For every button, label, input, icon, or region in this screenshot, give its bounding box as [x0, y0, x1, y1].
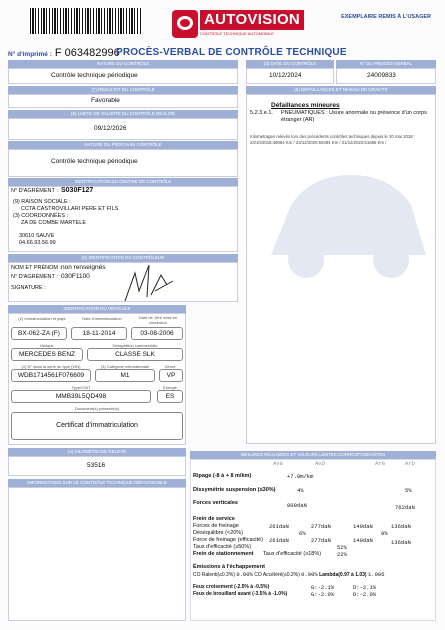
first-reg-label: Date d'immatriculation — [82, 316, 122, 321]
imbalance-label: Déséquilibre (<20%) — [193, 530, 243, 536]
odometer-value: 53516 — [87, 462, 106, 469]
measures-label: MESURES RÉALISÉES ET VALEURS LIMITES CORRESPONDANTES — [190, 451, 436, 459]
phone: 04.66.93.56.99 — [19, 240, 56, 246]
effective-label: Force de freinage (efficacité) — [193, 537, 263, 543]
dissym-label: Dissymétrie suspension (≤30%) — [193, 487, 276, 493]
fog-d: D:-2.0% — [353, 591, 377, 598]
model-field: CLASSE SLK — [87, 348, 183, 361]
print-number: F 063482996 — [54, 47, 120, 59]
energy-field: ES — [157, 390, 183, 403]
low-beam-label: Feux croisement (-2.5% à -0.5%) — [193, 584, 270, 590]
vin-label: (1) N° dans la série du type (VIN) — [21, 364, 81, 369]
circ-field: 03-08-2006 — [131, 327, 183, 340]
print-number-row — [8, 47, 120, 59]
park-label: Frein de stationnement — [193, 551, 254, 557]
pv-label: N° DU PROCÈS-VERBAL — [336, 60, 436, 68]
emission-label: Émissions à l'échappement — [193, 564, 265, 570]
validity-value: 09/12/2026 — [94, 125, 127, 132]
city: 30610 SAUVE — [19, 233, 55, 239]
unfavourable-info-label: INFORMATIONS SUR LE CONTRÔLE TECHNIQUE DÉFAVORABLE — [8, 479, 186, 487]
print-number-label: N° d'imprimé : — [8, 51, 52, 58]
defects-box — [246, 94, 436, 444]
effective-avg: 261daN — [269, 537, 289, 544]
inspector-name: non renseignés — [61, 264, 106, 271]
defect-code: 5.2.3.e.1. — [250, 110, 273, 116]
signature-scribble — [121, 261, 177, 303]
validity-label: (8) LIMITE DE VALIDITÉ DU CONTRÔLE RÉALISÉ — [8, 110, 238, 118]
vehicle-box — [8, 313, 186, 445]
nature-box — [8, 68, 238, 84]
validity-box — [8, 118, 238, 140]
eff-rate-label: Taux d'efficacité (≥50%) — [193, 544, 252, 550]
reg-field: BX-062-ZA (F) — [11, 327, 67, 340]
measures-box — [190, 459, 436, 621]
inspector-agreement: 030F1100 — [61, 273, 90, 280]
signature-label: SIGNATURE : — [11, 285, 46, 291]
logo-mark-icon — [172, 10, 198, 38]
circ-label: Date de 1ère mise en circulation — [138, 315, 178, 325]
col-avd: AvD — [315, 460, 325, 467]
braking-avd: 277daN — [311, 523, 331, 530]
km-history-2: 23/10/2018:48094 Km / 23/12/2020:50484 Km / 21/12/2022:51666 Km / — [250, 140, 387, 145]
result-label: (7) RÉSULTAT DU CONTRÔLE — [8, 86, 238, 94]
company-label: (9) RAISON SOCIALE : — [13, 199, 71, 205]
first-reg-field: 18-11-2014 — [71, 327, 127, 340]
frein-label: Frein de service — [193, 516, 235, 522]
unfavourable-info-box — [8, 487, 186, 621]
nature-label: NATURE DU CONTRÔLE — [8, 60, 238, 68]
braking-arg: 149daN — [353, 523, 373, 530]
company-name: CCTA CASTROVILLARI PERE ET FILS — [21, 206, 119, 212]
fog-label: Feux de brouillard avant (-3.5% à -1.0%) — [193, 591, 288, 597]
pv-box — [336, 68, 436, 84]
ripage-value: +7.0m/km — [287, 473, 314, 480]
imbalance-av: 6% — [299, 530, 306, 537]
braking-label: Forces de freinage — [193, 523, 239, 529]
brand-subtitle: CONTRÔLE TECHNIQUE AUTOMOBILE — [200, 31, 274, 36]
cat-label: (3) Catégorie internationale — [100, 364, 150, 369]
ripage-label: Ripage (-8 à + 8 m/km) — [193, 473, 252, 479]
inspector-name-label: NOM ET PRÉNOM : — [11, 265, 62, 271]
genre-label: Genre — [164, 364, 176, 369]
date-value: 10/12/2024 — [269, 72, 302, 79]
dissym-av: 4% — [297, 487, 304, 494]
car-watermark-icon — [251, 145, 441, 295]
autovision-logo — [172, 10, 301, 38]
next-control-value: Contrôle technique périodique — [51, 158, 138, 165]
nature-value: Contrôle technique périodique — [51, 72, 138, 79]
reg-label: (2) Immatriculation et pays — [18, 316, 66, 321]
inspector-label: (5) IDENTIFICATION DU CONTRÔLEUR — [8, 254, 238, 262]
effective-avd: 277daN — [311, 537, 331, 544]
braking-avg: 261daN — [269, 523, 289, 530]
odometer-box — [8, 456, 186, 476]
effective-arg: 149daN — [353, 537, 373, 544]
forces-label: Forces verticales — [193, 500, 238, 506]
inspector-box — [8, 262, 238, 302]
col-ard: ArD — [405, 460, 415, 467]
eff-rate: 52% — [337, 544, 347, 551]
inspector-agreement-label: N° D'AGRÉMENT : — [11, 274, 58, 280]
doc-label: Document(s) présenté(s) — [74, 406, 120, 411]
energy-label: Énergie — [163, 385, 177, 390]
forces-av: 809daN — [287, 502, 307, 509]
model-label: Désignation commerciale — [112, 343, 158, 348]
type-field: MMB39L5QD498 — [11, 390, 151, 403]
address-label: (3) COORDONNÉES : — [13, 213, 69, 219]
vin-field: WDB1714561F076609 — [11, 369, 91, 382]
doc-field: Certificat d'immatriculation — [11, 412, 183, 440]
page-title: PROCÈS-VERBAL DE CONTRÔLE TECHNIQUE — [116, 47, 347, 58]
park-rate: 22% — [337, 551, 347, 558]
result-box — [8, 94, 238, 108]
next-control-box — [8, 149, 238, 177]
dissym-ar: 5% — [405, 487, 412, 494]
next-control-label: NATURE DU PROCHAIN CONTRÔLE — [8, 141, 238, 149]
effective-ard: 136daN — [391, 539, 411, 546]
defect-text-2: étranger (AR) — [281, 117, 315, 123]
type-label: Type/CNIT — [71, 385, 91, 390]
defects-label: (6) DÉFAILLANCES ET NIVEAU DE GRAVITÉ — [246, 86, 436, 94]
braking-ard: 136daN — [391, 523, 411, 530]
col-arg: ArG — [375, 460, 385, 467]
copy-label: EXEMPLAIRE REMIS À L'USAGER — [341, 14, 431, 20]
km-history-1: Kilométrages relevés lors des précédents contrôles techniques depuis le 20 mai 2018 : — [250, 134, 416, 139]
co-row: CO Ralenti(≤0.3%) 0.00% CO Accéléré(≤0.2%) 0.00% Lambda(0.97 à 1.03) 1.006 — [193, 571, 385, 578]
imbalance-ar: 9% — [381, 530, 388, 537]
cat-field: M1 — [95, 369, 155, 382]
low-beam-g: G:-2.1% — [311, 584, 335, 591]
vehicle-label: IDENTIFICATION DU VÉHICULE — [8, 305, 186, 313]
make-label: Marque — [40, 343, 54, 348]
genre-field: VP — [159, 369, 183, 382]
date-box — [246, 68, 334, 84]
centre-agreement: S030F127 — [61, 187, 94, 194]
forces-ar: 762daN — [395, 504, 415, 511]
brand-name: AUTOVISION — [200, 10, 304, 30]
pv-value: 24009833 — [367, 72, 396, 79]
col-avg: AvG — [273, 460, 283, 467]
defects-heading: Défaillances mineures — [271, 102, 340, 109]
centre-agreement-label: N° D'AGRÉMENT : — [11, 188, 58, 194]
date-label: (3) DATE DU CONTRÔLE — [246, 60, 334, 68]
result-value: Favorable — [91, 97, 120, 104]
centre-label: IDENTIFICATION DU CENTRE DE CONTRÔLE — [8, 178, 238, 186]
address-line: ZA DE COMBE MARTELE — [21, 220, 86, 226]
low-beam-d: D:-2.1% — [353, 584, 377, 591]
defect-text-1: PNEUMATIQUES : Usure anormale ou présence d'un corps — [281, 110, 427, 116]
odometer-label: (4) KILOMÉTRAGE RELEVÉ — [8, 448, 186, 456]
centre-box — [8, 186, 238, 252]
make-field: MERCEDES BENZ — [11, 348, 83, 361]
barcode — [30, 8, 142, 34]
park-rate-label: Taux d'efficacité (≥18%) — [263, 551, 322, 557]
fog-g: G:-2.0% — [311, 591, 335, 598]
